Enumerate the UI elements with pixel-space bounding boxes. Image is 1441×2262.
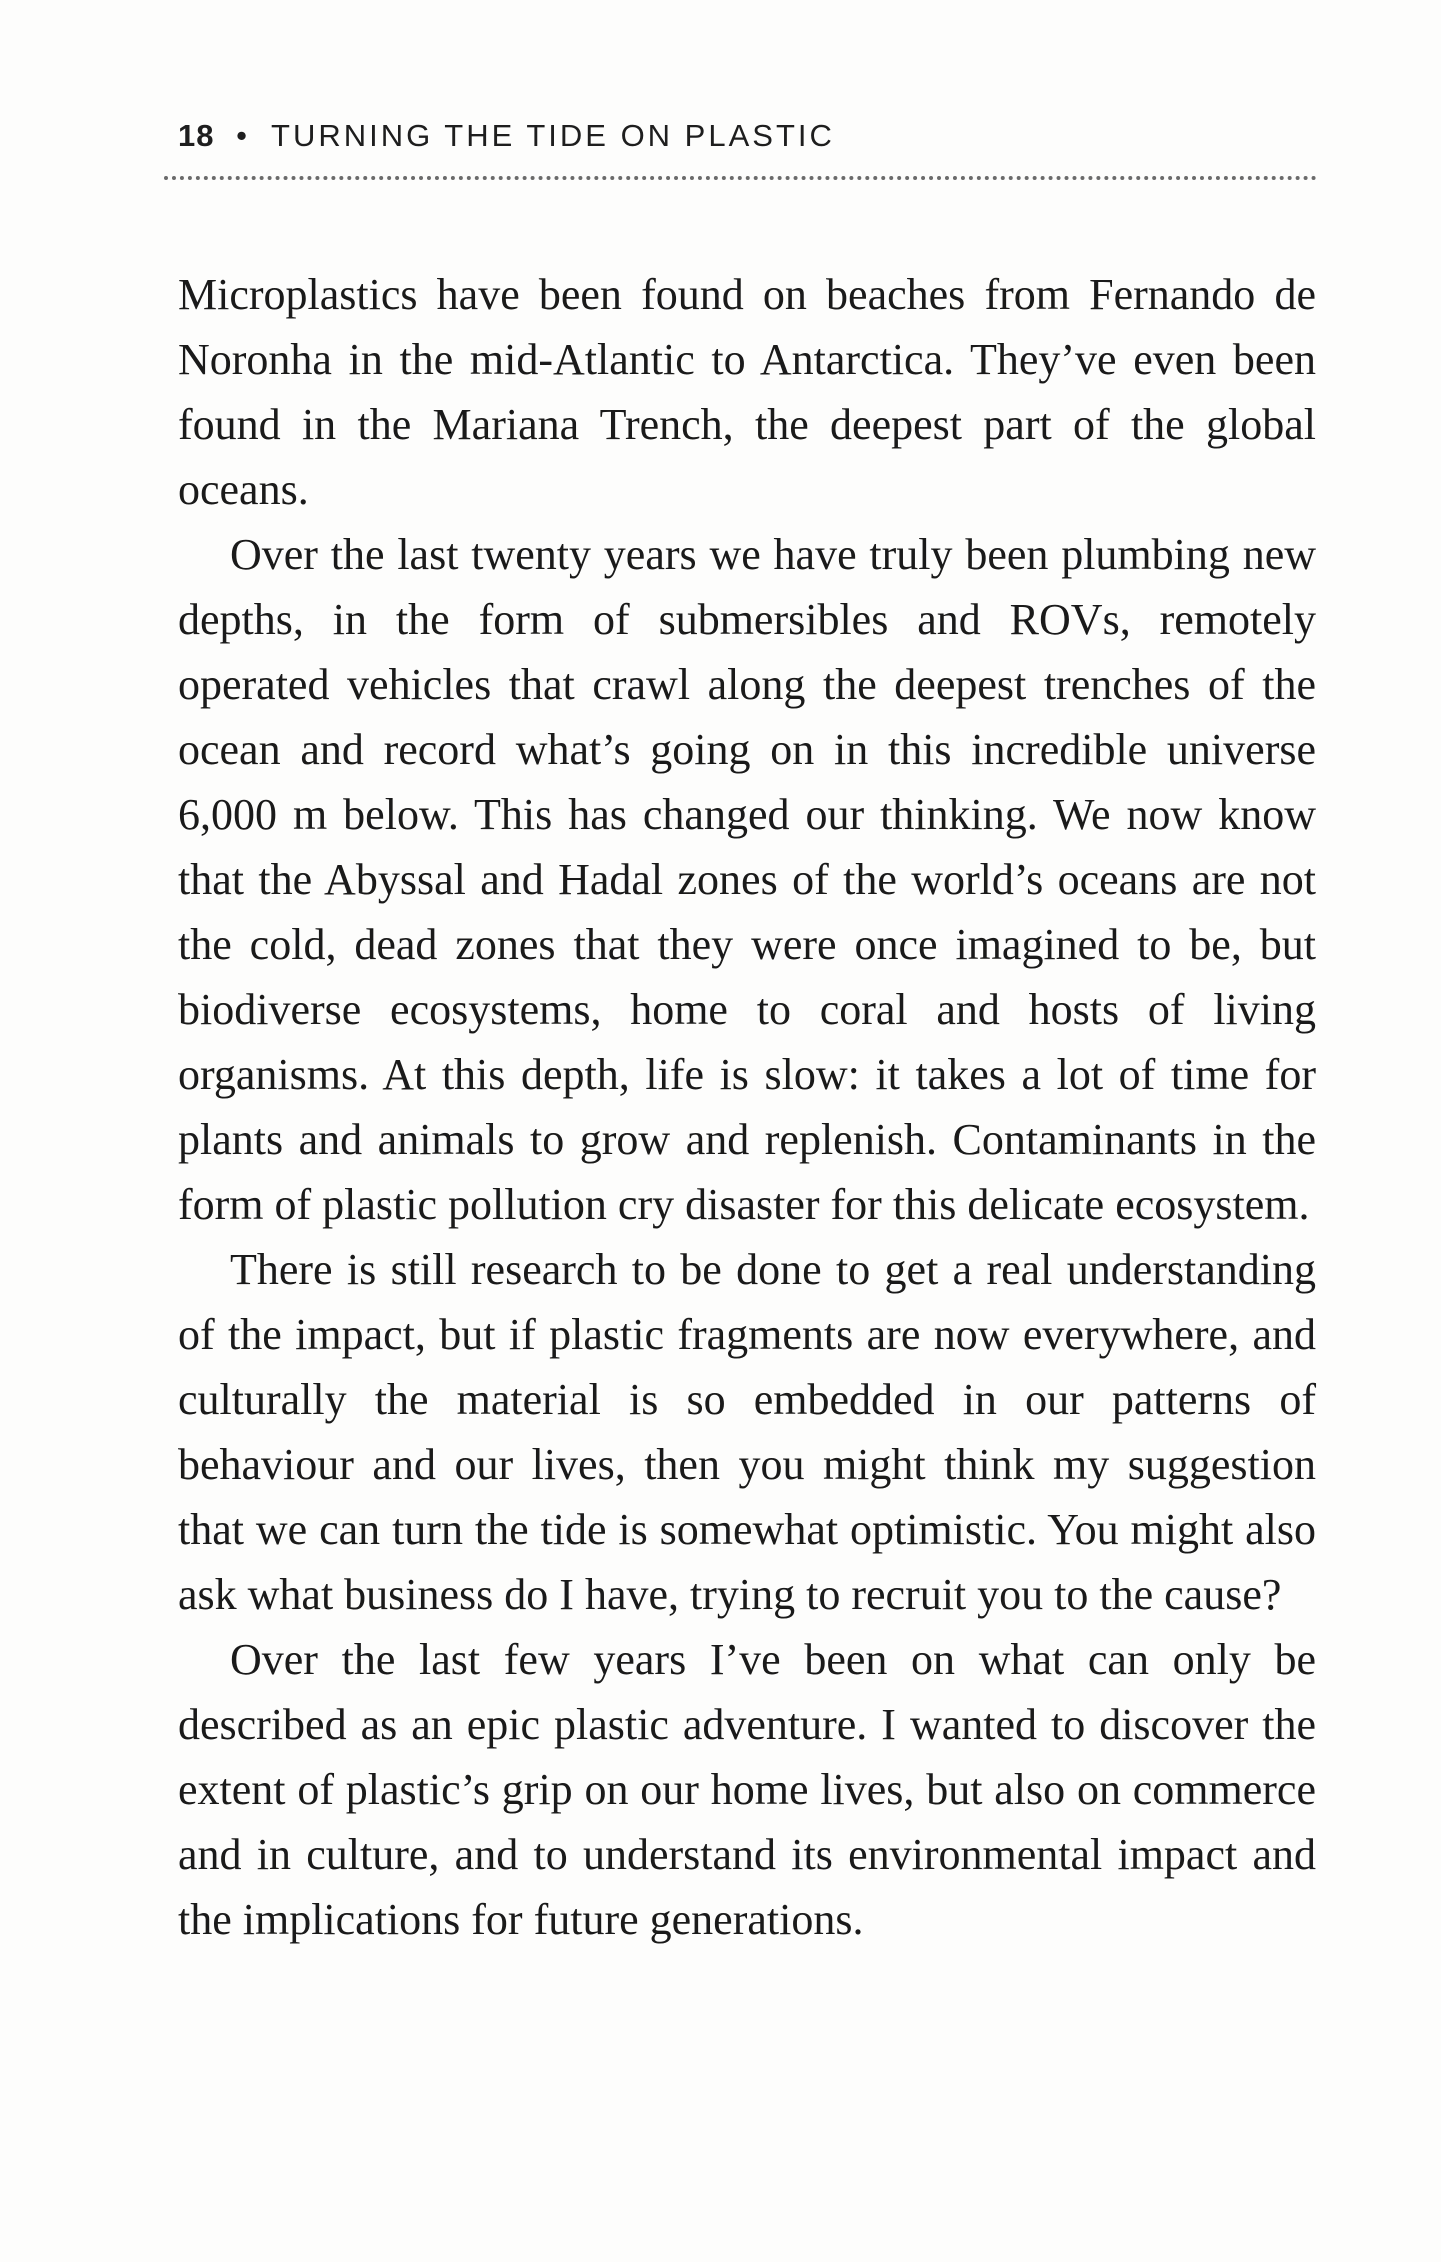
- paragraph: Over the last few years I’ve been on what can only be described as an epic plastic adventure. I wanted to discover the extent of plastic’s grip on our home lives, but also on commerce and in culture, and to understand its environmental impact and the implications for future generations.: [178, 1635, 1316, 1944]
- header-dotted-rule: [164, 176, 1317, 180]
- paragraph: Microplastics have been found on beaches from Fernando de Noronha in the mid-Atlantic to Antarctica. They’ve even been found in the Mariana Trench, the deepest part of the global oceans.: [178, 270, 1316, 514]
- running-head: [178, 118, 1318, 154]
- body-text: [178, 262, 1316, 1952]
- header-separator: •: [236, 118, 250, 153]
- page-number: 18: [178, 118, 215, 153]
- book-title: TURNING THE TIDE ON PLASTIC: [271, 118, 835, 153]
- paragraph: There is still research to be done to get a real understanding of the impact, but if plastic fragments are now everywhere, and culturally the material is so embedded in our patterns of behaviour and our lives, then you might think my suggestion that we can turn the tide is somewhat optimistic. You might also ask what business do I have, trying to recruit you to the cause?: [178, 1245, 1316, 1619]
- paragraph: Over the last twenty years we have truly been plumbing new depths, in the form of submersibles and ROVs, remotely operated vehicles that crawl along the deepest trenches of the ocean and record what’s going on in this incredible universe 6,000 m below. This has changed our thinking. We now know that the Abyssal and Hadal zones of the world’s oceans are not the cold, dead zones that they were once imagined to be, but biodiverse ecosystems, home to coral and hosts of living organisms. At this depth, life is slow: it takes a lot of time for plants and animals to grow and replenish. Contaminants in the form of plastic pollution cry disaster for this delicate ecosystem.: [178, 530, 1316, 1229]
